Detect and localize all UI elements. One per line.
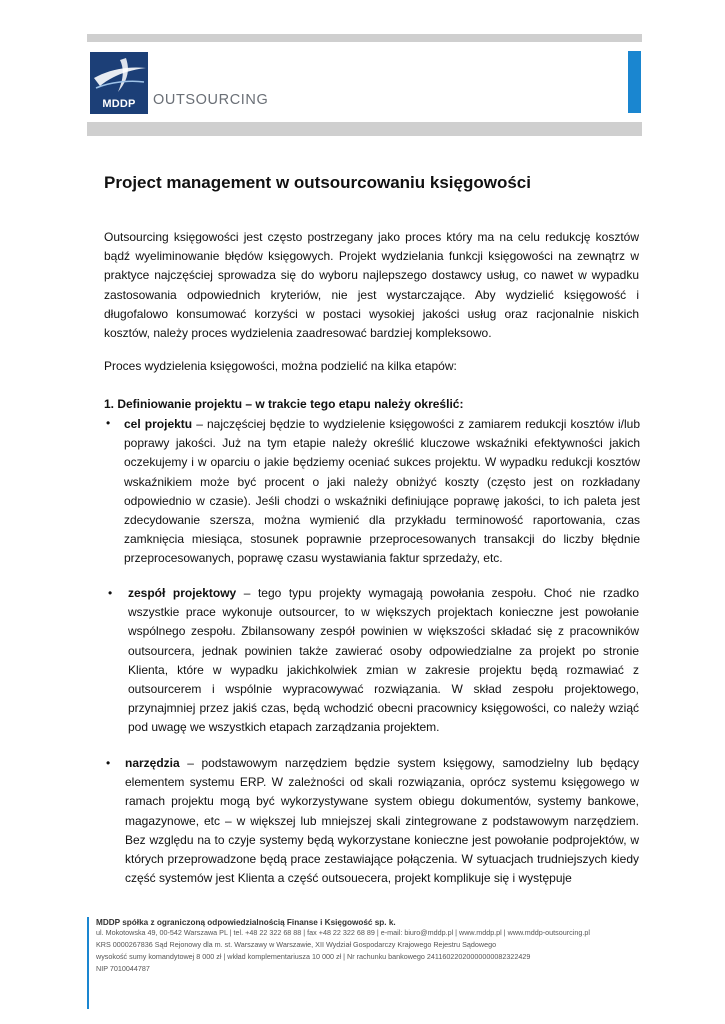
item-term: narzędzia <box>125 756 180 770</box>
section-heading: 1. Definiowanie projektu – w trakcie tego etapu należy określić: <box>104 397 464 411</box>
list-item-zespol-projektowy <box>128 584 639 738</box>
bullet-icon: • <box>106 416 111 430</box>
list-item-narzedzia <box>125 754 639 888</box>
item-text: – tego typu projekty wymagają powołania zespołu. Choć nie rzadko wszystkie prace wykonuje outsourcer, to w większych projektach konieczne jest powołanie wspólnego zespołu. Zbilansowany zespół powinien w większości składać się z pracowników outsourcera, jednak powinien także zawierać osoby odpowiedzialne za projekt po stronie Klienta, które w wypadku jakichkolwiek zmian w zakresie projektu będą rozmawiać z outsourcerem i wspólnie wypracowywać rozwiązania. W skład zespołu projektowego, przynajmniej przez jakiś czas, będą wchodzić obecni pracownicy księgowości, co należy wziąć pod uwagę we wszystkich etapach zarządzania projektem. <box>128 586 639 735</box>
item-term: cel projektu <box>124 417 193 431</box>
list-item-cel-projektu <box>124 415 640 569</box>
mddp-logo <box>90 52 148 114</box>
document-title: Project management w outsourcowaniu księgowości <box>104 173 531 192</box>
footer-registry: KRS 0000267836 Sąd Rejonowy dla m. st. Warszawy w Warszawie, XII Wydział Gospodarczy Krajowego Rejestru Sądowego <box>96 940 497 949</box>
header-top-bar <box>87 34 642 42</box>
logo-text: MDDP <box>102 98 136 110</box>
bullet-icon: • <box>108 586 113 600</box>
footer-capital: wysokość sumy komandytowej 8 000 zł | wkład komplementariusza 10 000 zł | Nr rachunku bankowego 24116022020000000082322429 <box>96 952 531 961</box>
item-text: – podstawowym narzędziem będzie system księgowy, samodzielny lub będący elementem systemu ERP. W zależności od skali rozwiązania, oprócz systemu księgowego w ramach projektu mogą być wykorzystywane system obiegu dokumentów, systemy bankowe, magazynowe, etc – w większej lub mniejszej skali zintegrowane z podstawowym narzędziem. Bez względu na to czyje systemy będą wykorzystane konieczne jest powołanie podprojektów, w których przeprowadzone będą prace zestawiające połączenia. W sytuacjach trudniejszych kiedy część systemów jest Klienta a część outsouecera, projekt komplikuje się i występuje <box>125 756 639 886</box>
brand-name: OUTSOURCING <box>153 92 269 108</box>
footer-company: MDDP spółka z ograniczoną odpowiedzialnością Finanse i Księgowość sp. k. <box>96 918 396 927</box>
intro-paragraph: Outsourcing księgowości jest często postrzegany jako proces który ma na celu redukcję kosztów bądź wyeliminowanie błędów księgowych. Projekt wydzielania funkcji księgowości na zewnątrz w praktyce najczęściej sprowadza się do wyboru najlepszego dostawcy usług, co nawet w wypadku zastosowania odpowiednich kryteriów, nie jest wystarczające. Aby wydzielić księgowość i długofalowo konsumować korzyści w postaci wysokiej jakości usług oraz racjonalnie niskich kosztów, należy proces wydzielenia zaadresować bardziej kompleksowo. <box>104 230 639 341</box>
item-text: – najczęściej będzie to wydzielenie księgowości z zamiarem redukcji kosztów i/lub poprawy jakości. Już na tym etapie należy określić kluczowe wskaźniki efektywności jakich oczekujemy i w oparciu o jakie będziemy oceniać sukces projektu. W wypadku redukcji kosztów wskaźnikiem może być procent o jaki należy obniżyć koszty (często jest on rozkładany odpowiednio w czasie). Jeśli chodzi o wskaźniki definiujące poprawę jakości, to ich paleta jest zdecydowanie szersza, można wymienić dla przykładu terminowość raportowania, czas zamknięcia miesiąca, stosunek poprawnie przeprocesowanych transakcji do liczby błędnie przeprocesowanych, poprawę czasu wystawiania faktur sprzedaży, etc. <box>124 417 640 566</box>
header-bottom-bar <box>87 122 642 136</box>
footer-address: ul. Mokotowska 49, 00-542 Warszawa PL | tel. +48 22 322 68 88 | fax +48 22 322 68 89 | e-mail: biuro@mddp.pl | www.mddp.pl | www.mddp-outsourcing.pl <box>96 928 590 937</box>
footer-accent-line <box>87 917 89 1009</box>
footer-nip: NIP 7010044787 <box>96 964 150 973</box>
bullet-icon: • <box>106 756 111 770</box>
header-accent-bar <box>628 51 641 113</box>
footer <box>96 918 656 975</box>
item-term: zespół projektowy <box>128 586 237 600</box>
stages-intro: Proces wydzielenia księgowości, można podzielić na kilka etapów: <box>104 359 457 373</box>
